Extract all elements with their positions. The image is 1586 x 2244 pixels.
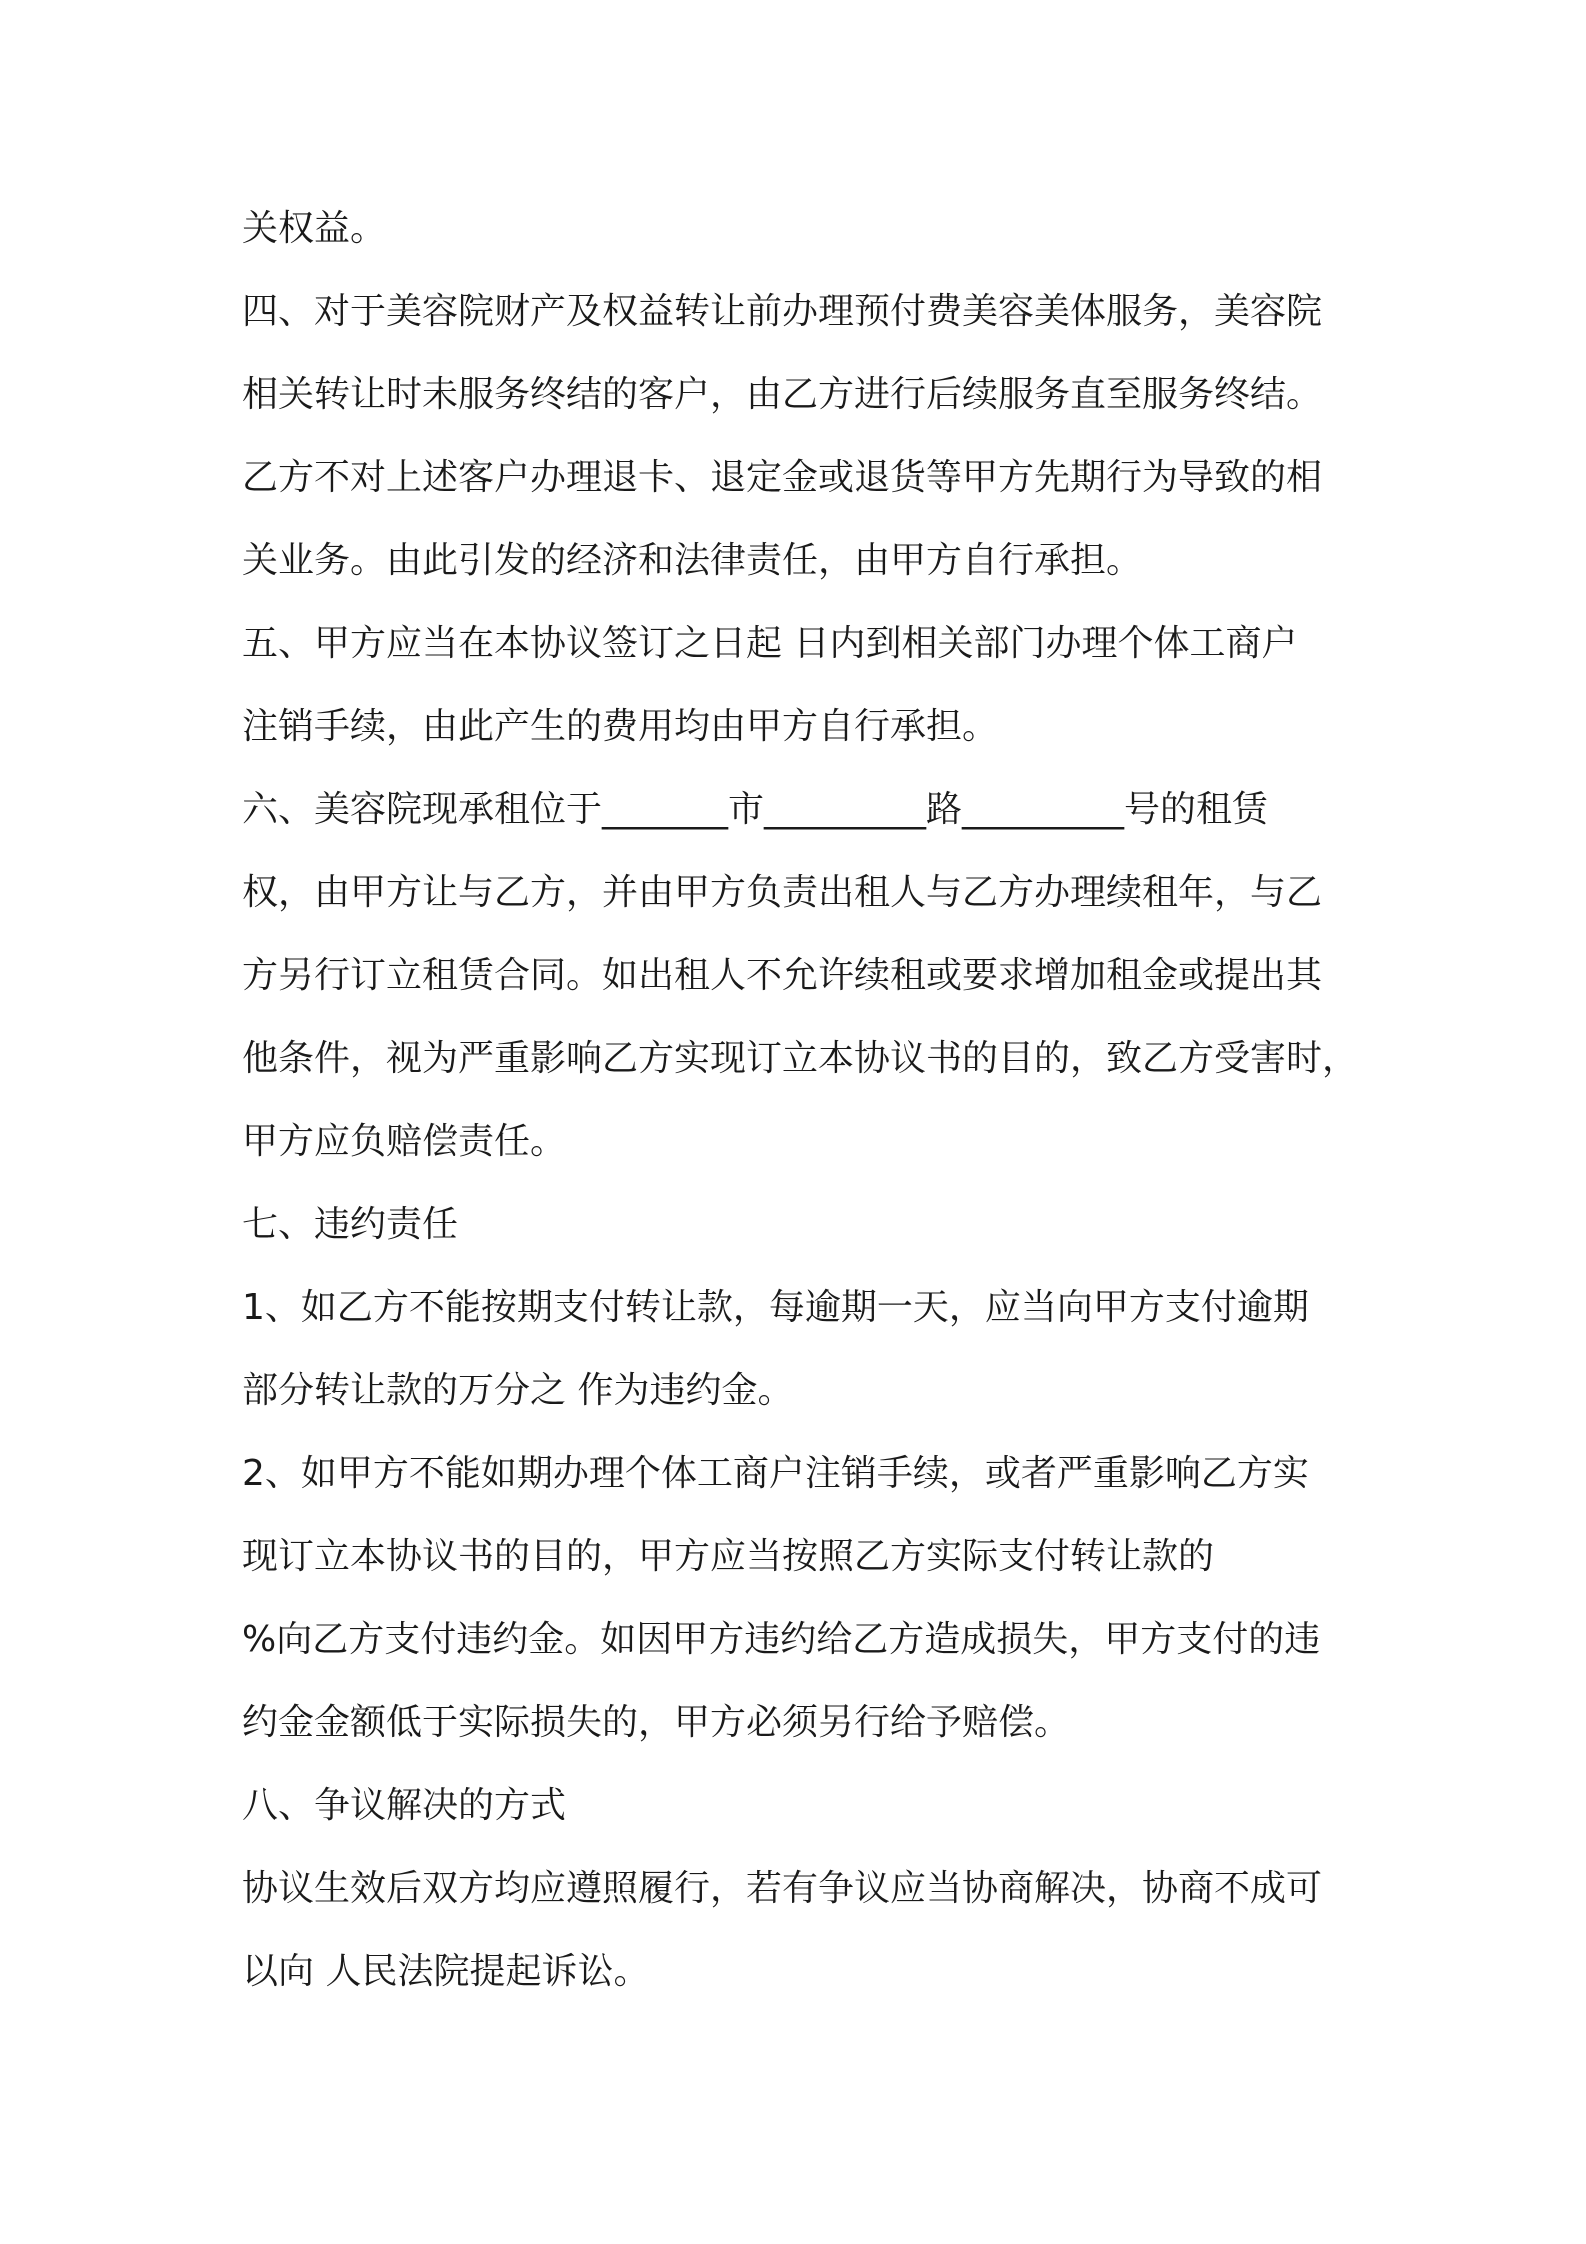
text-line: %向乙方支付违约金。如因甲方违约给乙方造成损失，甲方支付的违 (242, 1619, 1321, 1660)
text-line: 约金金额低于实际损失的，甲方必须另行给予赔偿。 (242, 1702, 1071, 1743)
text-line: 2、如甲方不能如期办理个体工商户注销手续，或者严重影响乙方实 (242, 1453, 1309, 1494)
text-line: 部分转让款的万分之 作为违约金。 (242, 1370, 794, 1411)
text-line: 甲方应负赔偿责任。 (242, 1121, 567, 1162)
section-heading: 七、违约责任 (242, 1204, 459, 1245)
text-line: 方另行订立租赁合同。如出租人不允许续租或要求增加租金或提出其 (242, 955, 1323, 996)
text-line: 权，由甲方让与乙方，并由甲方负责出租人与乙方办理续租年，与乙 (242, 872, 1323, 913)
text-line: 协议生效后双方均应遵照履行，若有争议应当协商解决，协商不成可 (242, 1868, 1323, 1909)
section-heading: 八、争议解决的方式 (242, 1785, 567, 1826)
text-line: 他条件，视为严重影响乙方实现订立本协议书的目的，致乙方受害时， (242, 1038, 1359, 1079)
text-line: 相关转让时未服务终结的客户，由乙方进行后续服务直至服务终结。 (242, 374, 1323, 415)
text-line: 以向 人民法院提起诉讼。 (242, 1951, 650, 1992)
text-line: 五、甲方应当在本协议签订之日起 日内到相关部门办理个体工商户 (242, 623, 1298, 664)
text-line: 关业务。由此引发的经济和法律责任，由甲方自行承担。 (242, 540, 1143, 581)
text-line: 现订立本协议书的目的，甲方应当按照乙方实际支付转让款的 (242, 1536, 1215, 1577)
text-line: 四、对于美容院财产及权益转让前办理预付费美容美体服务，美容院 (242, 291, 1323, 332)
text-line: 乙方不对上述客户办理退卡、退定金或退货等甲方先期行为导致的相 (242, 457, 1323, 498)
text-line: 关权益。 (242, 208, 387, 249)
text-line: 1、如乙方不能按期支付转让款，每逾期一天，应当向甲方支付逾期 (242, 1287, 1309, 1328)
text-line: 注销手续，由此产生的费用均由甲方自行承担。 (242, 706, 999, 747)
text-line: 六、美容院现承租位于_______市_________路_________号的租赁 (242, 789, 1269, 830)
